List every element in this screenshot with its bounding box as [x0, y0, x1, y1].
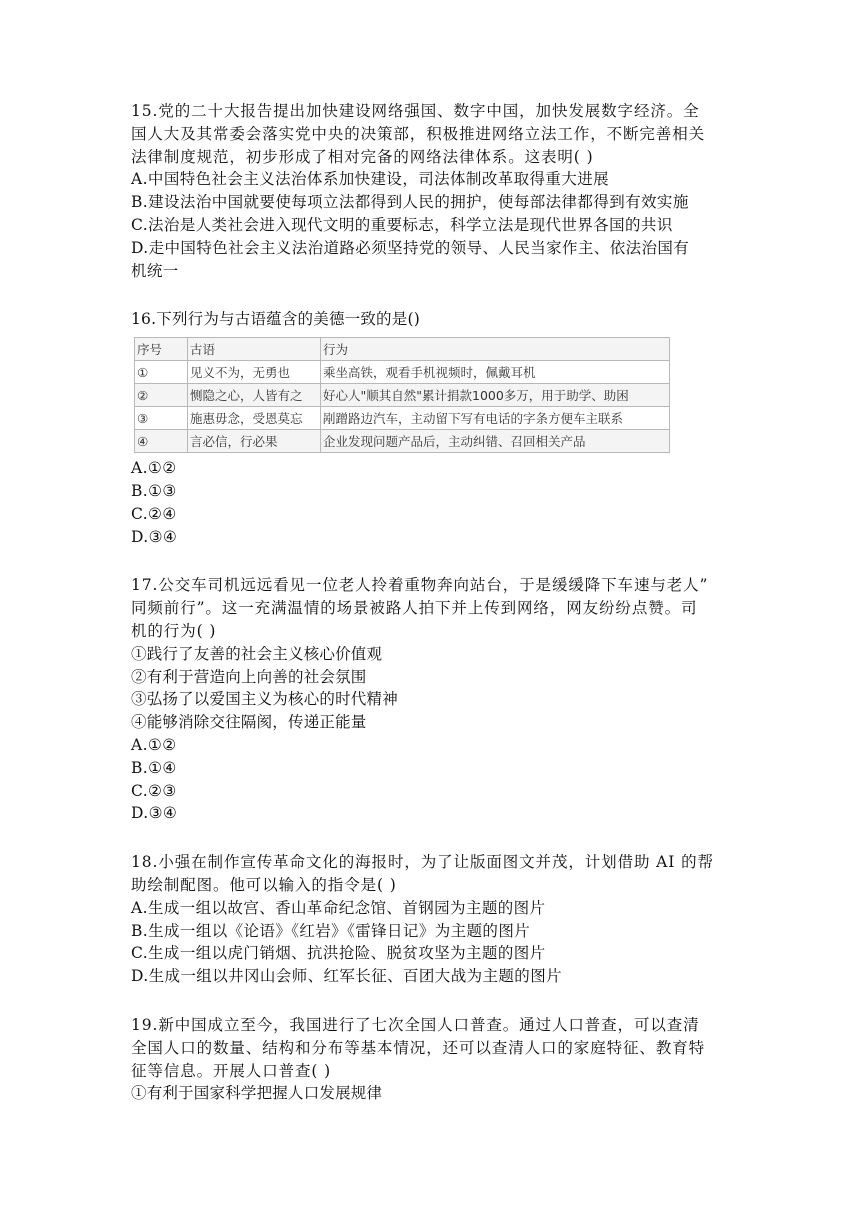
question-17-statement-1: ①践行了友善的社会主义核心价值观	[131, 644, 383, 663]
question-18-option-c: C.生成一组以虎门销烟、抗洪抢险、脱贫攻坚为主题的图片	[131, 944, 546, 963]
table-cell-number: ③	[135, 407, 188, 430]
question-16-option-a: A.①②	[131, 459, 177, 478]
table-cell-number: ①	[135, 361, 188, 384]
question-18-option-b: B.生成一组以《论语》《红岩》《雷锋日记》为主题的图片	[131, 921, 531, 940]
table-header-behavior: 行为	[321, 338, 670, 361]
question-18-option-d: D.生成一组以井冈山会师、红军长征、百团大战为主题的图片	[131, 967, 563, 986]
question-17-option-b: B.①④	[131, 758, 177, 777]
question-15-option-c: C.法治是人类社会进入现代文明的重要标志，科学立法是现代世界各国的共识	[131, 215, 673, 234]
table-cell-saying: 见义不为，无勇也	[188, 361, 321, 384]
document-page	[131, 100, 741, 1105]
table-cell-behavior: 乘坐高铁，观看手机视频时，佩戴耳机	[321, 361, 670, 384]
table-cell-behavior: 企业发现问题产品后，主动纠错、召回相关产品	[321, 430, 670, 453]
question-15	[131, 100, 741, 282]
question-15-stem-line: 国人大及其常委会落实党中央的决策部，积极推进网络立法工作，不断完善相关	[131, 124, 706, 143]
question-16-option-d: D.③④	[131, 527, 178, 546]
question-17-option-a: A.①②	[131, 735, 177, 754]
question-15-option-a: A.中国特色社会主义法治体系加快建设，司法体制改革取得重大进展	[131, 170, 610, 189]
table-row	[135, 430, 670, 453]
question-15-option-b: B.建设法治中国就要使每项立法都得到人民的拥护，使每部法律都得到有效实施	[131, 193, 689, 212]
question-17-stem-line: 17.公交车司机远远看见一位老人拎着重物奔向站台，于是缓缓降下车速与老人”	[131, 576, 709, 595]
question-18-stem-line: 助绘制配图。他可以输入的指令是( )	[131, 875, 397, 894]
question-16-stem: 16.下列行为与古语蕴含的美德一致的是()	[131, 310, 420, 329]
question-19	[131, 1014, 741, 1105]
question-16	[131, 308, 741, 548]
question-19-stem-line: 征等信息。开展人口普查( )	[131, 1061, 332, 1080]
question-15-option-d-continued: 机统一	[131, 261, 179, 280]
table-cell-behavior: 好心人"顺其自然"累计捐款1000多万，用于助学、助困	[321, 384, 670, 407]
question-16-option-b: B.①③	[131, 481, 177, 500]
question-17-stem-line: 机的行为( )	[131, 621, 217, 640]
question-17-option-d: D.③④	[131, 804, 178, 823]
question-15-option-d: D.走中国特色社会主义法治道路必须坚持党的领导、人民当家作主、依法治国有	[131, 238, 690, 257]
table-cell-number: ④	[135, 430, 188, 453]
question-18-stem-line: 18.小强在制作宣传革命文化的海报时，为了让版面图文并茂，计划借助 AI 的帮	[131, 853, 714, 872]
question-15-stem-line: 15.党的二十大报告提出加快建设网络强国、数字中国，加快发展数字经济。全	[131, 102, 700, 120]
question-17-statement-4: ④能够消除交往隔阂，传递正能量	[131, 713, 367, 732]
question-17-option-c: C.②③	[131, 781, 177, 800]
question-19-stem-line: 全国人口的数量、结构和分布等基本情况，还可以查清人口的家庭特征、教育特	[131, 1038, 706, 1057]
table-row	[135, 407, 670, 430]
table-header-saying: 古语	[188, 338, 321, 361]
table-header-row	[135, 338, 670, 361]
question-17-stem-line: 同频前行”。这一充满温情的场景被路人拍下并上传到网络，网友纷纷点赞。司	[131, 599, 698, 618]
table-cell-saying: 施惠毋念，受恩莫忘	[188, 407, 321, 430]
table-header-number: 序号	[135, 338, 188, 361]
table-row	[135, 384, 670, 407]
virtue-table	[134, 337, 670, 453]
question-17-statement-3: ③弘扬了以爱国主义为核心的时代精神	[131, 690, 398, 709]
table-cell-number: ②	[135, 384, 188, 407]
question-19-stem-line: 19.新中国成立至今，我国进行了七次全国人口普查。通过人口普查，可以查清	[131, 1015, 700, 1034]
question-16-option-c: C.②④	[131, 504, 177, 523]
table-cell-saying: 恻隐之心，人皆有之	[188, 384, 321, 407]
question-17-statement-2: ②有利于营造向上向善的社会氛围	[131, 667, 367, 686]
table-row	[135, 361, 670, 384]
question-18-option-a: A.生成一组以故宫、香山革命纪念馆、首钢园为主题的图片	[131, 898, 546, 917]
table-cell-saying: 言必信，行必果	[188, 430, 321, 453]
question-19-statement-1: ①有利于国家科学把握人口发展规律	[131, 1084, 383, 1103]
table-cell-behavior: 剐蹭路边汽车，主动留下写有电话的字条方便车主联系	[321, 407, 670, 430]
question-17	[131, 574, 741, 825]
question-15-stem-line: 法律制度规范，初步形成了相对完备的网络法律体系。这表明( )	[131, 147, 594, 166]
question-18	[131, 851, 741, 988]
